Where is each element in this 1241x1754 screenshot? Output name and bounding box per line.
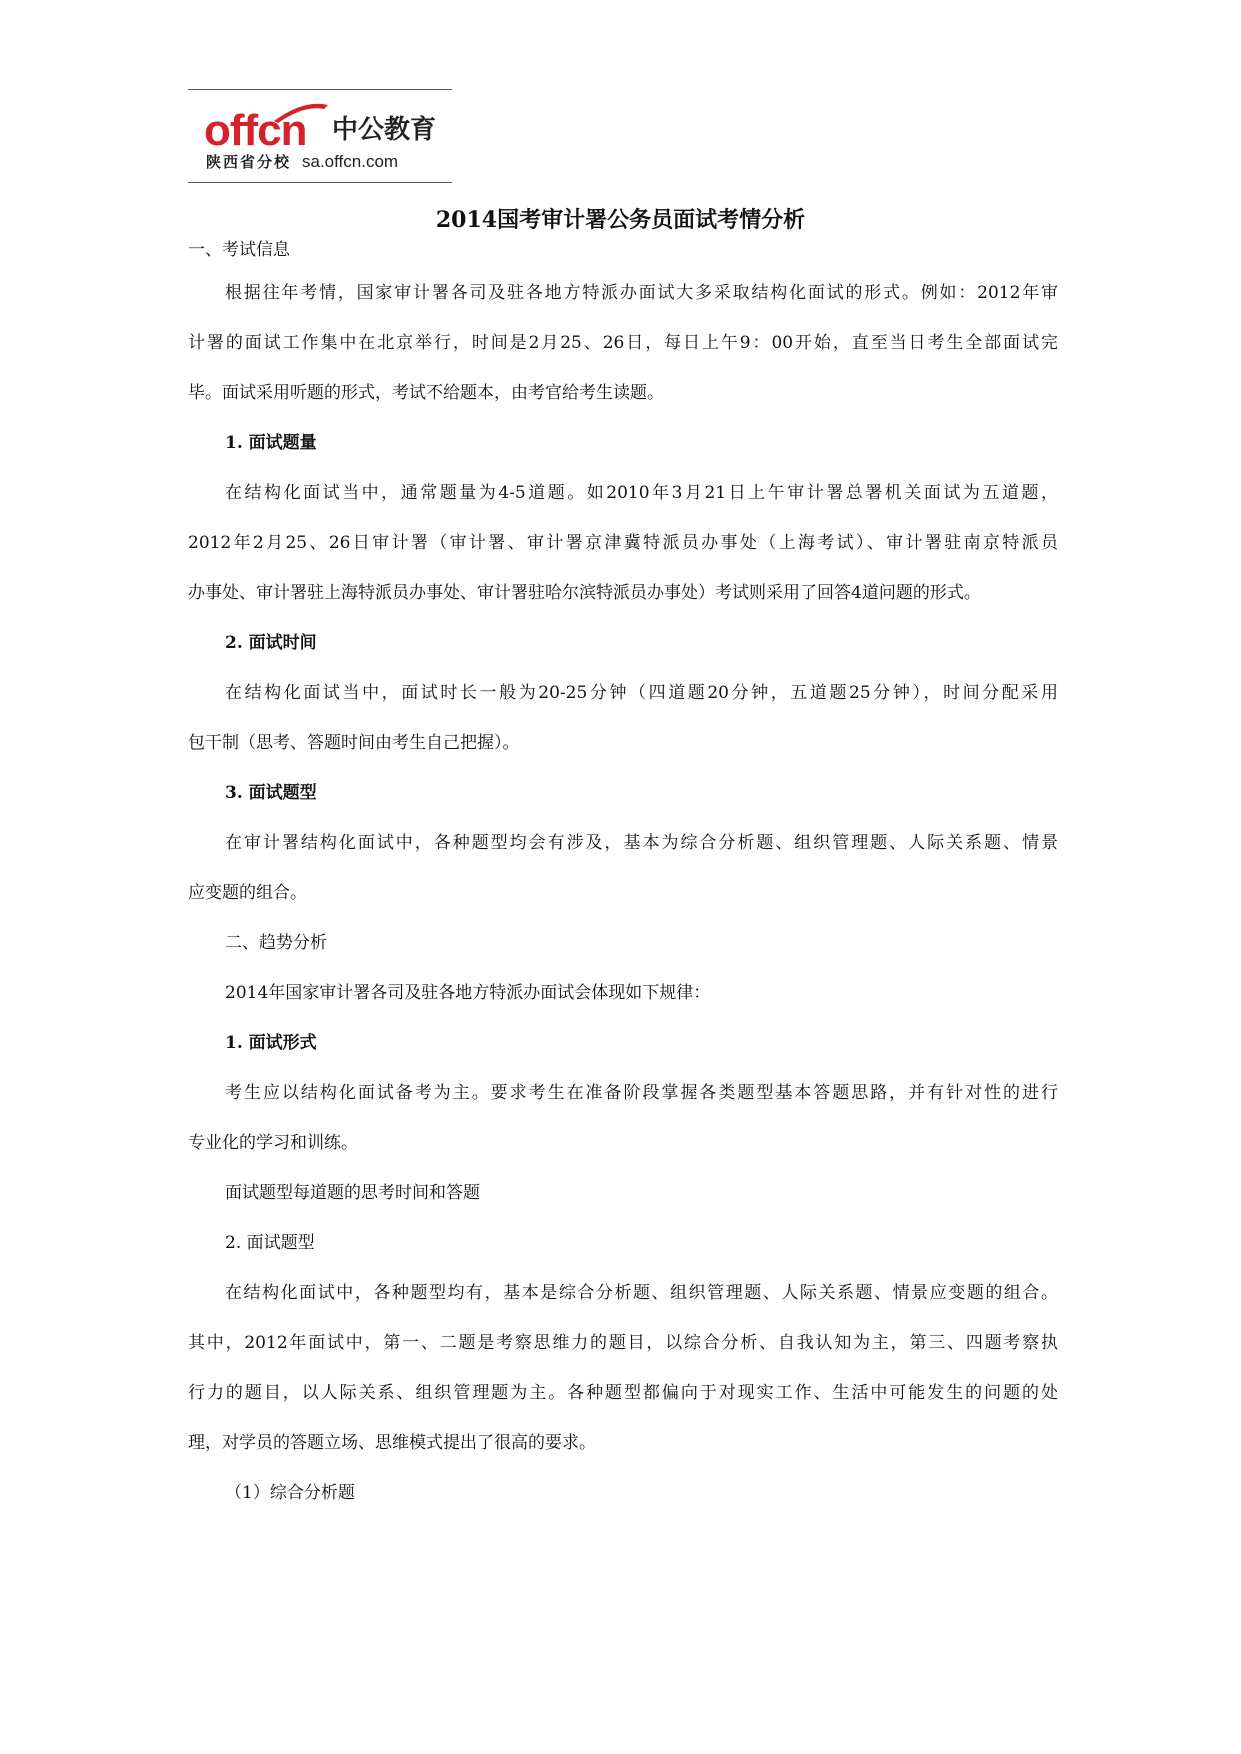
section-heading: 1. 面试形式 (225, 1033, 317, 1053)
paragraph-line: 二、趋势分析 (225, 933, 327, 953)
paragraph-line: 包干制（思考、答题时间由考生自己把握）。 (188, 733, 520, 753)
paragraph-line: 面试题型每道题的思考时间和答题 (225, 1183, 480, 1203)
paragraph-line: 其中，2012年面试中，第一、二题是考察思维力的题目，以综合分析、自我认知为主，第三、四题考察执 (188, 1333, 1058, 1353)
paragraph-line: 在审计署结构化面试中，各种题型均会有涉及，基本为综合分析题、组织管理题、人际关系题、情景 (225, 833, 1058, 853)
paragraph-line: 毕。面试采用听题的形式，考试不给题本，由考官给考生读题。 (188, 383, 664, 403)
paragraph-line: 应变题的组合。 (188, 883, 307, 903)
paragraph-line: 根据往年考情，国家审计署各司及驻各地方特派办面试大多采取结构化面试的形式。例如：2012年审 (225, 283, 1058, 303)
paragraph-line: 办事处、审计署驻上海特派员办事处、审计署驻哈尔滨特派员办事处）考试则采用了回答4道问题的形式。 (188, 583, 981, 603)
logo-chinese-name: 中公教育 (332, 115, 437, 145)
paragraph-line: 2014年国家审计署各司及驻各地方特派办面试会体现如下规律： (225, 983, 711, 1003)
document-title: 2014国考审计署公务员面试考情分析 (435, 207, 806, 233)
paragraph-line: 2012年2月25、26日审计署（审计署、审计署京津冀特派员办事处（上海考试）、审计署驻南京特派员 (188, 533, 1058, 553)
logo-branch-name: 陕西省分校 (206, 153, 292, 171)
paragraph-line: 专业化的学习和训练。 (188, 1133, 358, 1153)
page-header (188, 89, 452, 183)
document-body (188, 232, 1058, 1518)
section-heading: 3. 面试题型 (225, 783, 317, 803)
paragraph-line: （1）综合分析题 (225, 1483, 355, 1503)
section-heading: 1. 面试题量 (225, 433, 317, 453)
header-top-rule (188, 89, 452, 90)
paragraph-line: 在结构化面试中，各种题型均有，基本是综合分析题、组织管理题、人际关系题、情景应变题的组合。 (225, 1283, 1058, 1303)
paragraph-line: 2. 面试题型 (225, 1233, 315, 1253)
logo-wordmark: offcn (204, 106, 307, 155)
offcn-logo (204, 95, 444, 177)
paragraph-line: 理，对学员的答题立场、思维模式提出了很高的要求。 (188, 1433, 596, 1453)
header-bottom-rule (188, 182, 452, 183)
paragraph-line: 在结构化面试当中，通常题量为4-5道题。如2010年3月21日上午审计署总署机关面试为五道题， (225, 483, 1058, 503)
paragraph-line: 考生应以结构化面试备考为主。要求考生在准备阶段掌握各类题型基本答题思路，并有针对性的进行 (225, 1083, 1058, 1103)
paragraph-line: 一、考试信息 (188, 240, 290, 260)
paragraph-line: 在结构化面试当中，面试时长一般为20-25分钟（四道题20分钟，五道题25分钟），时间分配采用 (225, 683, 1058, 703)
paragraph-line: 计署的面试工作集中在北京举行，时间是2月25、26日，每日上午9：00开始，直至当日考生全部面试完 (188, 333, 1058, 353)
section-heading: 2. 面试时间 (225, 633, 317, 653)
logo-url: sa.offcn.com (302, 152, 399, 171)
paragraph-line: 行力的题目，以人际关系、组织管理题为主。各种题型都偏向于对现实工作、生活中可能发生的问题的处 (188, 1383, 1058, 1403)
